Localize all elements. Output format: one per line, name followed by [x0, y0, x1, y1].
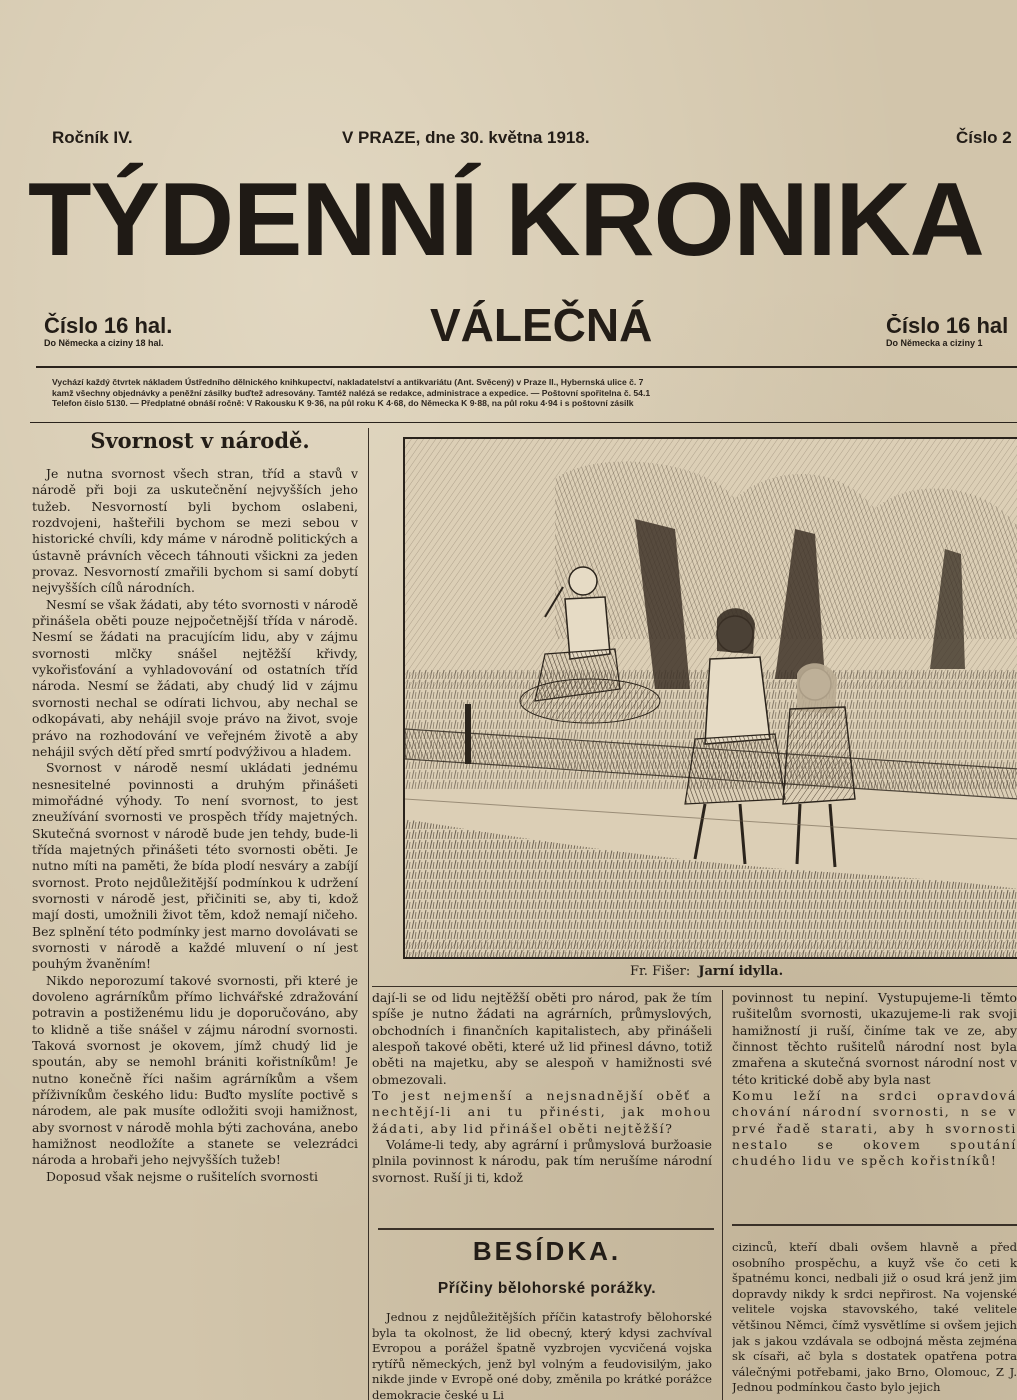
article-paragraph: Jednou z nejdůležitějších příčin katastrofy bělohorské byla ta okolnost, že lid obecný, který kdysi zachvíval Evropou a porážel špatně vyzbrojen vycvičená vojska rytířů německých, jenž byl volným a feudovisilým, jako nikde jinde v Evropě oné doby, změnila po krátké porážce demokracie české u Li: [372, 1310, 712, 1400]
article-mid-body: [372, 990, 712, 1230]
article-paragraph: Nesmí se však žádati, aby této svornosti v národě přinášela oběti pouze nejpočetnější třída v národě. Nesmí se žádati na pracujícím lidu, aby v zájmu svornosti mlčky snášel nejtěžší křivdy, vykořisťování a vyhladovování od ostatních tříd národa. Nesmí se žádati, aby chudý lid v zájmu svornosti nechal se odírati lichvou, aby nechal se odkopávati, aby nehájil svoje právo na život, svoje právo na rozhodování ve veřejném životě a aby nehájil svých dětí před smrtí podvýživou a hladem.: [32, 596, 358, 759]
header-line: [52, 128, 1017, 152]
besidka-body: [372, 1310, 712, 1400]
article-paragraph: dají-li se od lidu nejtěžší oběti pro národ, pak že tím spíše je nutno žádati na agrárních, průmyslových, obchodních i finančních kapitalistech, aby přinášeli alespoň takové oběti, které už lid přinesl dávno, totiž oběti na majetku, aby se alespoň v hamižnosti své obmezovali.: [372, 990, 712, 1087]
info-rule: [30, 422, 1017, 423]
price-right-value: Číslo 16 hal: [886, 314, 1009, 338]
section-rule: [732, 1224, 1017, 1226]
article-paragraph: Je nutna svornost všech stran, tříd a stavů v národě při boji za uskutečnění nejvyšších jeho tužeb. Nesvorností byli bychom oslabeni, rozdvojeni, hašteřili bychom se mezi sebou v historické chvíli, kdy máme v národně politických a ústavně právních věcech táhnouti všickni za jeden provaz. Nesvorností zmařili bychom si samí dobytí nejvyšších cílů národních.: [32, 466, 358, 596]
article-paragraph: Nikdo neporozumí takové svornosti, při které je dovoleno agrárníkům přímo lichvářské zdražování potravin a postiženému lidu je doporučováno, aby to klidně a tiše snášel v zájmu národní svornosti. Taková svornost je okovem, jímž chudý lid je spoután, aby se nemohl brániti kořistníkům! Je nutno konečně říci našim agrárníkům a všem příživníkům českého lidu: Buďto myslíte poctivě s národem, ale pak musíte odložiti svoji hamižnost, aby svornost v národě mohla býti zachována, anebo hamižnost neodložíte a stanete se velezrádci národa a hrobaři jeho nejvyšších tužeb!: [32, 972, 358, 1168]
price-right: [886, 314, 1017, 349]
besidka-heading: BESÍDKA.: [472, 1236, 622, 1266]
column-divider: [722, 990, 723, 1400]
publisher-info: [52, 377, 1017, 421]
illustration-jarni-idylla: [403, 437, 1017, 959]
volume-label: Ročník IV.: [52, 128, 133, 147]
article-paragraph: Voláme-li tedy, aby agrární i průmyslová buržoasie plnila povinnost k národu, pak tím nerušíme národní svornost. Ruší ji ti, kdož: [372, 1137, 712, 1185]
masthead-subtitle: VÁLEČNÁ: [430, 299, 653, 351]
column-divider: [368, 428, 369, 1400]
article-left-body: [32, 466, 358, 1400]
article-paragraph: cizinců, kteří dbali ovšem hlavně a před osobního prospěchu, a kuyž vše čo ceti k špatnému konci, nedbali již o osud krá jenž jim dopravdy nikdy k srdci nepřirost. Na vojenské velitele vojska stavovského, také velitele většinou Němci, čímž vysvětlíme si ovšem jejich jak s jakou vzdávala se odbojná města zejména sk císaři, ač byla s dostatek opatřena potra válečnými potřebami, jako Brno, Olomouc, Z J. Jednou podmínkou často bylo jejich: [732, 1240, 1017, 1395]
publisher-info-line: kamž všechny objednávky a peněžní zásilky buďtež adresovány. Tamtéž nalézá se redakce, administrace a expedice. — Poštovní spořitelna č. 54.1: [52, 387, 651, 398]
dateline: V PRAZE, dne 30. května 1918.: [342, 128, 590, 147]
masthead-rule: [36, 366, 1017, 368]
engraving-drawing: [405, 439, 1017, 957]
article-paragraph: Komu leží na srdci opravdová chování národní svornosti, n se v prvé řadě starati, aby h svornosti nestalo se okovem spoutání chudého lidu ve spěch kořistníků!: [732, 1088, 1017, 1169]
issue-number: Číslo 2: [956, 128, 1012, 147]
article-right-body: [732, 990, 1017, 1210]
price-left: [44, 314, 172, 349]
price-left-note: Do Německa a ciziny 18 hal.: [44, 338, 164, 348]
publisher-info-line: Vychází každý čtvrtek nákladem Ústředního dělnického knihkupectví, nakladatelství a antikvariátu (Ant. Svěcený) v Praze II., Hybernská ulice č. 7: [52, 377, 644, 387]
article-title: Svornost v národě.: [90, 428, 310, 453]
section-rule: [378, 1228, 714, 1230]
illustration-caption: [630, 964, 830, 984]
price-left-value: Číslo 16 hal.: [44, 313, 173, 338]
besidka-subtitle: Příčiny bělohorské porážky.: [437, 1280, 657, 1297]
caption-rule: [372, 986, 1017, 987]
article-paragraph: povinnost tu nepiní. Vystupujeme-li těmto rušitelům svornosti, ukazujeme-li rak svoji hamižností ji ruší, činíme tak ve ze, aby činnost těchto rušitelů národní nost byla zmařena a skutečná svornost národní nost v této kritické době aby byla nast: [732, 990, 1017, 1087]
publisher-info-line: Telefon číslo 5130. — Předplatné obnáší ročně: V Rakousku K 9·36, na půl roku K 4·68, do Německa K 9·88, na půl roku 4·94 i s poštovní zásilk: [52, 398, 634, 408]
price-right-note: Do Německa a ciziny 1: [886, 338, 983, 348]
caption-author: Fr. Fišer:: [630, 964, 691, 979]
masthead-title: TÝDENNÍ KRONIKA: [28, 162, 984, 278]
article-paragraph: Svornost v národě nesmí ukládati jednému nesnesitelné povinnosti a druhým přinášeti mimořádné výhody. To není svornost, to jest zneužívání svornosti ve prospěch třídy majetných. Skutečná svornost v národě bude jen tehdy, bude-li třída majetných přinášeti této svornosti oběti. Je nutno míti na paměti, že bída plodí nesváry a zabíjí svornost. Proto nejdůležitější podmínkou k udržení svornosti v národě jest, přičiniti se, aby ti, kdož mají dosti, umožnili život těm, kdož nemají ničeho. Bez splnění této podmínky jest marno dovolávati se svornosti v národě a každé mluvení o ní jest pouhým žvaněním!: [32, 760, 358, 972]
article-paragraph: Doposud však nejsme o rušitelích svornosti: [46, 1168, 318, 1184]
besidka-right-body: [732, 1240, 1017, 1400]
caption-title: Jarní idylla.: [698, 964, 784, 979]
article-paragraph: To jest nejmenší a nejsnadnější oběť a nechtějí-li ani tu přinésti, jak mohou žádati, aby lid přinášel oběti nejtěžší?: [372, 1088, 712, 1136]
